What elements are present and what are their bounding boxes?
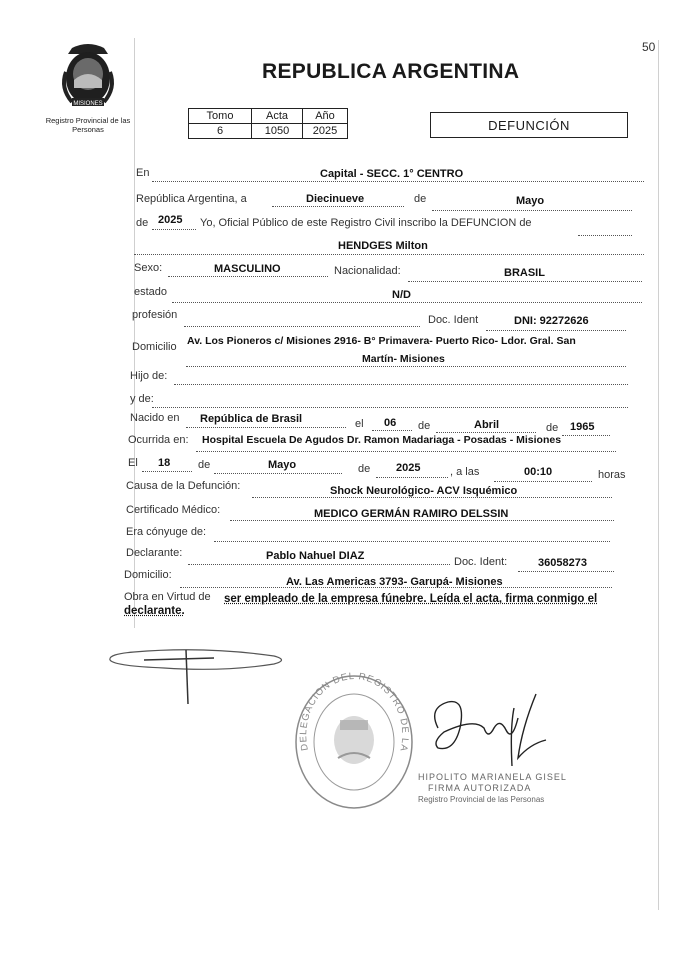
label-declarante: Declarante: (126, 547, 183, 559)
label-el: el (355, 418, 364, 430)
value-nacido-en: República de Brasil (200, 413, 303, 425)
value-lugar: Capital - SECC. 1° CENTRO (320, 168, 464, 180)
label-de3: de (418, 420, 431, 432)
field-line (372, 430, 412, 431)
label-estado: estado (134, 286, 168, 298)
field-line (214, 541, 610, 542)
field-line (188, 564, 450, 565)
field-line (408, 281, 642, 282)
label-en: En (136, 167, 150, 179)
register-value: 1050 (252, 124, 303, 139)
field-line (184, 326, 420, 327)
label-el2: El (128, 457, 138, 469)
label-y-de: y de: (130, 393, 154, 405)
field-line (142, 471, 192, 472)
page-number: 50 (642, 40, 656, 54)
label-nacido-en: Nacido en (130, 412, 180, 424)
label-domicilio: Domicilio (132, 341, 177, 353)
defuncion-box: DEFUNCIÓN (430, 112, 628, 138)
value-sexo: MASCULINO (214, 263, 281, 275)
value-mes: Mayo (516, 195, 545, 207)
field-line (196, 451, 616, 452)
label-de: de (414, 193, 427, 205)
value-declarante: Pablo Nahuel DIAZ (266, 550, 365, 562)
field-line (252, 497, 612, 498)
label-doc-ident2: Doc. Ident: (454, 556, 508, 568)
page-title: REPUBLICA ARGENTINA (262, 60, 520, 83)
label-certificado: Certificado Médico: (126, 504, 221, 516)
label-causa: Causa de la Defunción: (126, 480, 241, 492)
province-logo (52, 38, 124, 110)
label-de4: de (546, 422, 559, 434)
field-line (186, 366, 626, 367)
value-def-mes: Mayo (268, 459, 297, 471)
label-nacionalidad: Nacionalidad: (334, 265, 401, 277)
field-line (152, 229, 196, 230)
register-header: Acta (252, 109, 303, 124)
value-nombre: HENDGES Milton (338, 240, 428, 252)
label-ocurrida-en: Ocurrida en: (128, 434, 189, 446)
officer-signature (418, 688, 568, 783)
value-causa: Shock Neurológico- ACV Isquémico (330, 485, 518, 497)
field-line (152, 407, 628, 408)
logo-text: MISIONES (73, 101, 103, 107)
value-decl-dni: 36058273 (538, 557, 587, 569)
signature-block (418, 772, 567, 805)
field-line (186, 427, 346, 428)
value-dia: Diecinueve (306, 193, 365, 205)
label-conyuge: Era cónyuge de: (126, 526, 207, 538)
label-de5: de (198, 459, 211, 471)
register-table (188, 108, 348, 139)
value-decl-domicilio: Av. Las Americas 3793- Garupá- Misiones (286, 576, 503, 588)
value-domicilio-l1: Av. Los Pioneros c/ Misiones 2916- B° Primavera- Puerto Rico- Ldor. Gral. San (187, 335, 576, 347)
value-certificado: MEDICO GERMÁN RAMIRO DELSSIN (314, 508, 509, 520)
label-doc-ident: Doc. Ident (428, 314, 479, 326)
signature-role: FIRMA AUTORIZADA (428, 783, 532, 793)
label-sexo: Sexo: (134, 262, 163, 274)
value-obra-l1: ser empleado de la empresa fúnebre. Leída el acta, firma conmigo el (224, 593, 598, 605)
signature-registry: Registro Provincial de las Personas (418, 795, 545, 804)
field-line (486, 330, 626, 331)
value-nac-mes: Abril (474, 419, 500, 431)
value-obra-l2: declarante. (124, 605, 185, 617)
field-line (436, 432, 536, 433)
registry-name: Registro Provincial de las Personas (45, 116, 131, 134)
registry-stamp (288, 660, 418, 815)
field-line (214, 473, 342, 474)
field-line (174, 384, 628, 385)
field-line (134, 254, 644, 255)
value-def-anio: 2025 (396, 462, 421, 474)
label-obra: Obra en Virtud de (124, 591, 211, 603)
label-de2: de (136, 217, 149, 229)
register-value: 2025 (303, 124, 348, 139)
field-line (272, 206, 404, 207)
signature-name: HIPOLITO MARIANELA GISEL (418, 772, 567, 782)
value-nac-anio: 1965 (570, 421, 595, 433)
value-def-hora: 00:10 (524, 466, 553, 478)
label-horas: horas (598, 469, 626, 481)
value-estado: N/D (392, 289, 411, 301)
field-line (562, 435, 610, 436)
field-line (432, 210, 632, 211)
margin-rule-right (658, 40, 659, 910)
field-line (168, 276, 328, 277)
value-nacionalidad: BRASIL (504, 267, 545, 279)
label-domicilio2: Domicilio: (124, 569, 172, 581)
field-line (230, 520, 614, 521)
value-domicilio-l2: Martín- Misiones (362, 353, 445, 365)
value-ocurrida-en: Hospital Escuela De Agudos Dr. Ramon Madariaga - Posadas - Misiones (202, 434, 562, 446)
label-profesion: profesión (132, 309, 178, 321)
label-oficial: Yo, Oficial Público de este Registro Civil inscribo la DEFUNCION de (200, 217, 532, 229)
value-def-dia: 18 (158, 457, 171, 469)
label-de6: de (358, 463, 371, 475)
label-republica: República Argentina, a (136, 193, 247, 205)
register-header: Año (303, 109, 348, 124)
value-nac-dia: 06 (384, 417, 397, 429)
label-a-las: , a las (450, 466, 480, 478)
register-value: 6 (189, 124, 252, 139)
field-line (518, 571, 614, 572)
declarant-signature (104, 638, 294, 713)
value-dni: DNI: 92272626 (514, 315, 589, 327)
field-line (494, 481, 592, 482)
field-line (376, 477, 448, 478)
label-hijo-de: Hijo de: (130, 370, 168, 382)
stamp-text: DELEGACION DEL REGISTRO DE LA (298, 670, 411, 753)
register-header: Tomo (189, 109, 252, 124)
field-line (172, 302, 642, 303)
field-line (578, 235, 632, 236)
field-line (152, 181, 644, 182)
value-anio: 2025 (158, 214, 183, 226)
